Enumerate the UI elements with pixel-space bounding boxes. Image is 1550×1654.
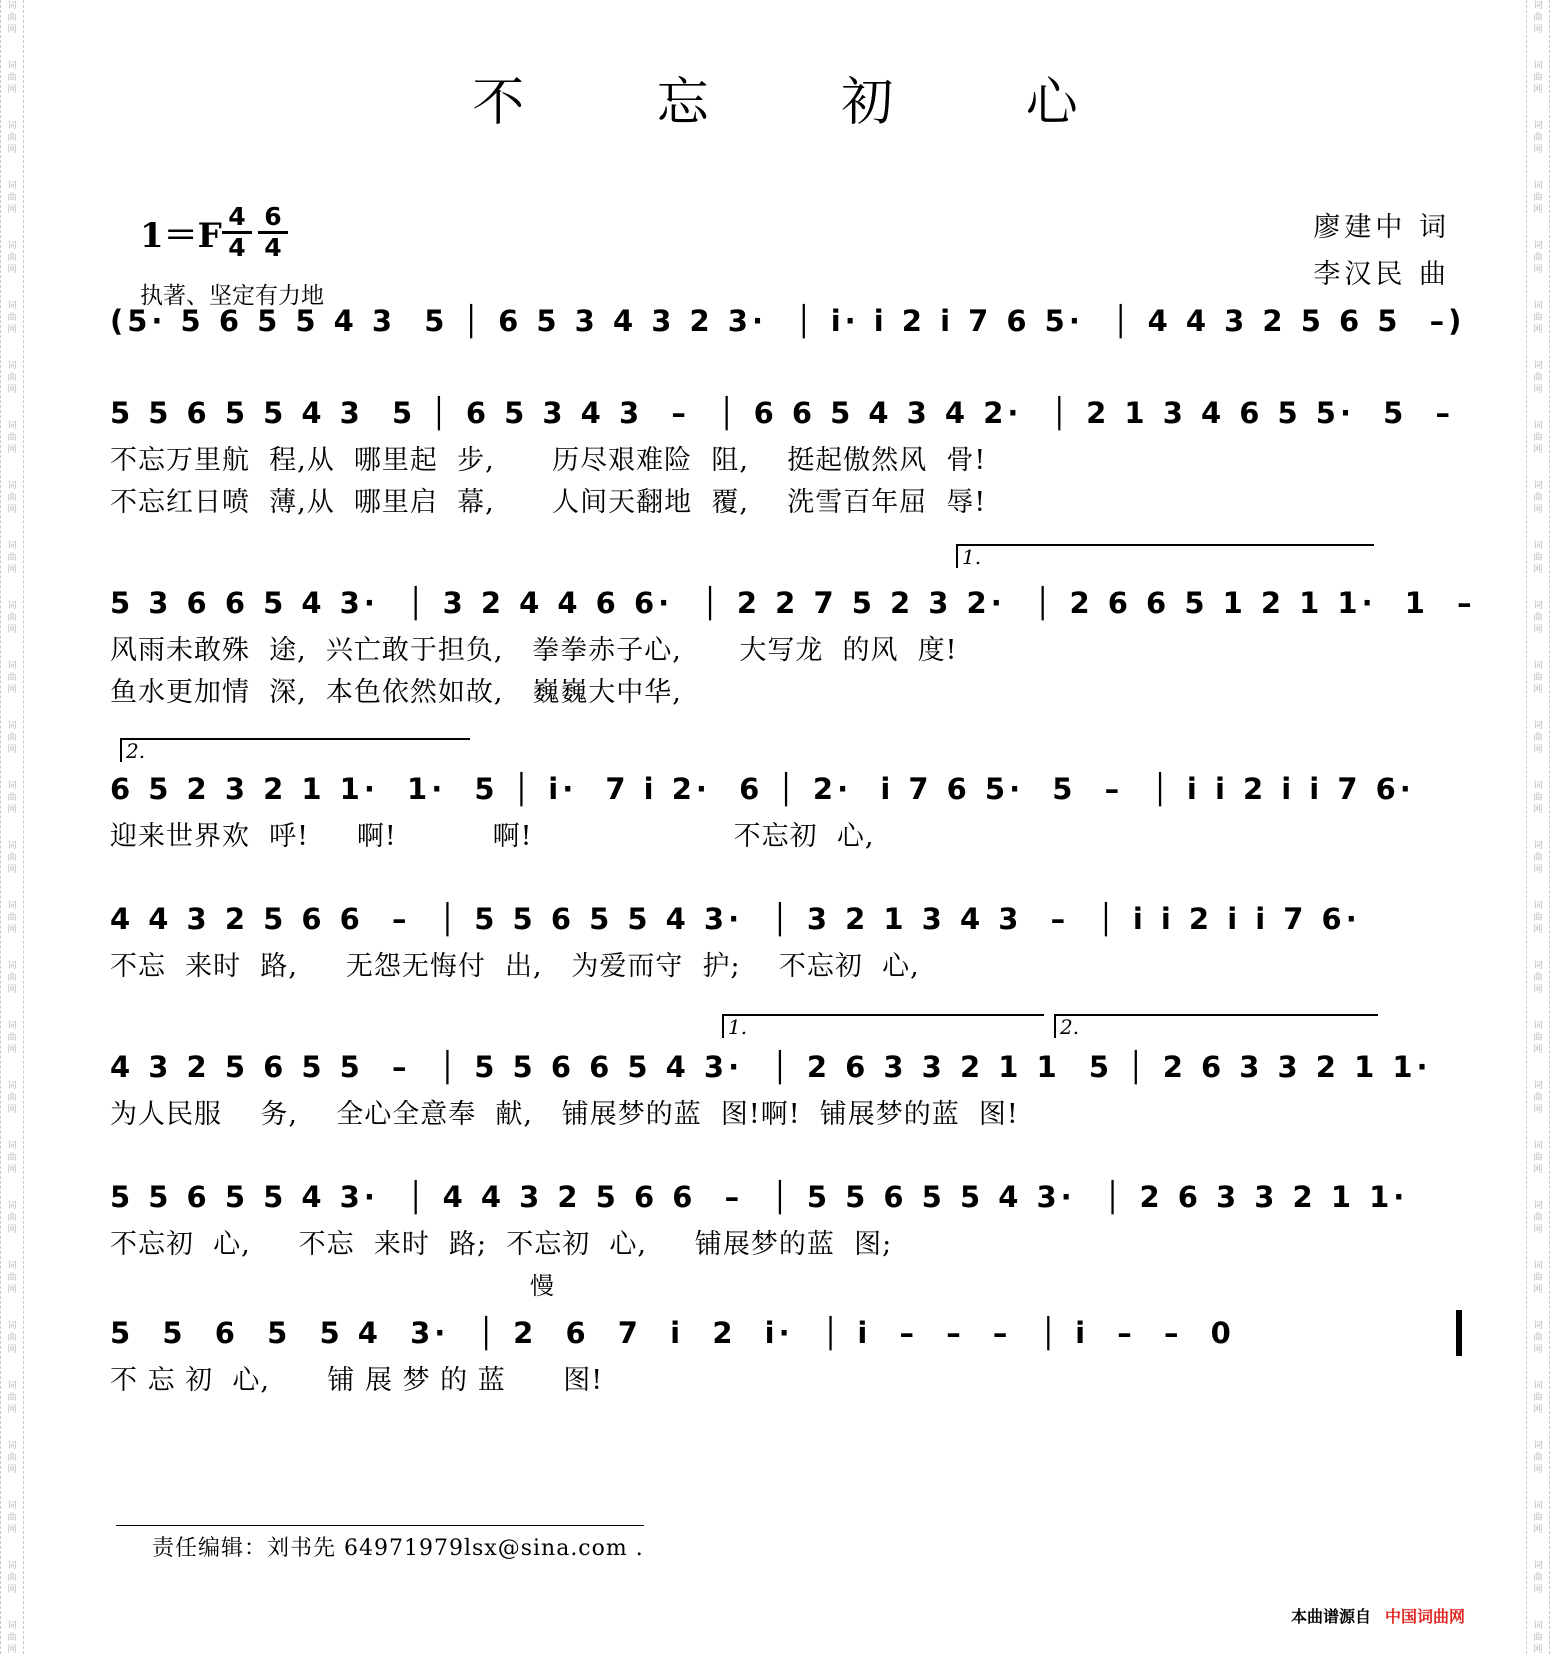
- watermark-text: 词 曲 网: [1533, 301, 1543, 335]
- watermark-text: 词 曲 网: [1533, 241, 1543, 275]
- watermark-text: 词 曲 网: [7, 301, 17, 335]
- notation-line-1: (5· 5 6 5 5 4 3 5 │ 6 5 3 4 3 2 3· │ i· i 2 i 7 6 5· │ 4 4 3 2 5 6 5 –): [110, 304, 1466, 338]
- notation-line-3: 5 3 6 6 5 4 3· │ 3 2 4 4 6 6· │ 2 2 7 5 2 3 2· │ 2 6 6 5 1 2 1 1· 1 –: [110, 586, 1476, 620]
- watermark-text: 词 曲 网: [7, 961, 17, 995]
- lyric-line-5: 不忘 来时 路, 无怨无悔付 出, 为爱而守 护; 不忘初 心,: [110, 951, 920, 982]
- key-signature: 1＝F: [140, 216, 222, 256]
- editor-credit: 责任编辑：刘书先 64971979lsx@sina.com .: [152, 1536, 644, 1561]
- watermark-text: 词 曲 网: [1533, 361, 1543, 395]
- time-signature-1: [222, 203, 252, 262]
- watermark-text: 词 曲 网: [1533, 601, 1543, 635]
- time-signature-2-top: 6: [258, 203, 288, 234]
- source-attribution: [1291, 1604, 1465, 1627]
- watermark-text: 词 曲 网: [7, 1201, 17, 1235]
- lyric-line-7: 不忘初 心, 不忘 来时 路; 不忘初 心, 铺展梦的蓝 图;: [110, 1229, 893, 1260]
- watermark-text: 词 曲 网: [7, 781, 17, 815]
- notation-line-8: 5 5 6 5 5 4 3· │ 2 6 7 i 2 i· │ i – – – │ i – – 0: [110, 1316, 1235, 1350]
- watermark-text: 词 曲 网: [7, 361, 17, 395]
- notation-line-5: 4 4 3 2 5 6 6 – │ 5 5 6 5 5 4 3· │ 3 2 1 3 4 3 – │ i i 2 i i 7 6·: [110, 902, 1361, 936]
- watermark-text: 词 曲 网: [7, 661, 17, 695]
- time-signature-2: [258, 203, 288, 262]
- lyric-line-2-verse-2: 不忘红日喷 薄,从 哪里启 幕, 人间天翻地 覆, 洗雪百年屈 辱!: [110, 487, 987, 518]
- final-barline: [1456, 1310, 1462, 1356]
- lyric-line-4: 迎来世界欢 呼! 啊! 啊! 不忘初 心,: [110, 821, 875, 852]
- watermark-text: 词 曲 网: [1533, 661, 1543, 695]
- footer-divider: [116, 1525, 644, 1526]
- watermark-text: 词 曲 网: [1533, 1201, 1543, 1235]
- composer-credit: 李汉民 曲: [1313, 259, 1450, 290]
- time-signature-1-top: 4: [222, 203, 252, 234]
- lyric-line-2-verse-1: 不忘万里航 程,从 哪里起 步, 历尽艰难险 阻, 挺起傲然风 骨!: [110, 445, 987, 476]
- lyric-line-3-verse-2: 鱼水更加情 深, 本色依然如故, 巍巍大中华,: [110, 677, 682, 708]
- watermark-text: 词 曲 网: [7, 181, 17, 215]
- watermark-text: 词 曲 网: [7, 1141, 17, 1175]
- watermark-text: 词 曲 网: [1533, 121, 1543, 155]
- notation-line-6: 4 3 2 5 6 5 5 – │ 5 5 6 6 5 4 3· │ 2 6 3 3 2 1 1 5 │ 2 6 3 3 2 1 1·: [110, 1050, 1432, 1084]
- notation-line-7: 5 5 6 5 5 4 3· │ 4 4 3 2 5 6 6 – │ 5 5 6 5 5 4 3· │ 2 6 3 3 2 1 1·: [110, 1180, 1409, 1214]
- watermark-text: 词 曲 网: [7, 1021, 17, 1055]
- song-title: 不 忘 初 心: [472, 73, 1136, 133]
- tempo-marking: 执著、坚定有力地: [140, 283, 324, 309]
- volta-first-ending-2: 1.: [722, 1014, 1044, 1038]
- watermark-text: 词 曲 网: [1533, 421, 1543, 455]
- watermark-text: 词 曲 网: [7, 1561, 17, 1595]
- watermark-text: 词 曲 网: [1533, 1501, 1543, 1535]
- watermark-text: 词 曲 网: [1533, 1081, 1543, 1115]
- watermark-text: 词 曲 网: [1533, 481, 1543, 515]
- lyric-line-3-verse-1: 风雨未敢殊 途, 兴亡敢于担负, 拳拳赤子心, 大写龙 的风 度!: [110, 635, 958, 666]
- watermark-text: 词 曲 网: [7, 1321, 17, 1355]
- time-signature-2-bottom: 4: [264, 233, 282, 262]
- slow-marking: 慢: [530, 1272, 554, 1300]
- watermark-strip-right: [1526, 0, 1550, 1654]
- lyricist-credit: 廖建中 词: [1313, 212, 1450, 243]
- watermark-text: 词 曲 网: [7, 1621, 17, 1654]
- watermark-text: 词 曲 网: [7, 421, 17, 455]
- watermark-text: 词 曲 网: [7, 1081, 17, 1115]
- watermark-text: 词 曲 网: [1533, 541, 1543, 575]
- watermark-text: 词 曲 网: [1533, 1561, 1543, 1595]
- watermark-text: 词 曲 网: [1533, 181, 1543, 215]
- notation-line-4: 6 5 2 3 2 1 1· 1· 5 │ i· 7 i 2· 6 │ 2· i 7 6 5· 5 – │ i i 2 i i 7 6·: [110, 772, 1415, 806]
- source-brand-link[interactable]: 中国词曲网: [1384, 1607, 1465, 1626]
- watermark-text: 词 曲 网: [1533, 841, 1543, 875]
- time-signature-1-bottom: 4: [228, 233, 246, 262]
- watermark-text: 词 曲 网: [1533, 961, 1543, 995]
- watermark-strip-left: [0, 0, 24, 1654]
- watermark-text: 词 曲 网: [1533, 721, 1543, 755]
- watermark-text: 词 曲 网: [7, 1501, 17, 1535]
- watermark-text: 词 曲 网: [1533, 1, 1543, 35]
- watermark-text: 词 曲 网: [7, 1, 17, 35]
- lyric-line-6: 为人民服 务, 全心全意奉 献, 铺展梦的蓝 图!啊! 铺展梦的蓝 图!: [110, 1099, 1019, 1130]
- watermark-text: 词 曲 网: [1533, 61, 1543, 95]
- volta-second-ending-2: 2.: [1054, 1014, 1378, 1038]
- watermark-text: 词 曲 网: [7, 841, 17, 875]
- watermark-text: 词 曲 网: [1533, 1321, 1543, 1355]
- watermark-text: 词 曲 网: [7, 901, 17, 935]
- watermark-text: 词 曲 网: [1533, 1021, 1543, 1055]
- watermark-text: 词 曲 网: [1533, 1381, 1543, 1415]
- watermark-text: 词 曲 网: [7, 1261, 17, 1295]
- lyric-line-8: 不 忘 初 心, 铺 展 梦 的 蓝 图!: [110, 1365, 604, 1396]
- watermark-text: 词 曲 网: [7, 121, 17, 155]
- watermark-text: 词 曲 网: [7, 1381, 17, 1415]
- watermark-text: 词 曲 网: [7, 601, 17, 635]
- watermark-text: 词 曲 网: [7, 61, 17, 95]
- watermark-text: 词 曲 网: [1533, 1141, 1543, 1175]
- watermark-text: 词 曲 网: [1533, 1441, 1543, 1475]
- watermark-text: 词 曲 网: [1533, 901, 1543, 935]
- watermark-text: 词 曲 网: [1533, 1261, 1543, 1295]
- watermark-text: 词 曲 网: [1533, 1621, 1543, 1654]
- watermark-text: 词 曲 网: [7, 481, 17, 515]
- volta-second-ending: 2.: [120, 738, 470, 762]
- watermark-text: 词 曲 网: [1533, 781, 1543, 815]
- watermark-text: 词 曲 网: [7, 541, 17, 575]
- source-label: 本曲谱源自: [1290, 1607, 1371, 1626]
- notation-line-2: 5 5 6 5 5 4 3 5 │ 6 5 3 4 3 – │ 6 6 5 4 3 4 2· │ 2 1 3 4 6 5 5· 5 –: [110, 396, 1455, 430]
- volta-first-ending: 1.: [956, 544, 1374, 568]
- watermark-text: 词 曲 网: [7, 1441, 17, 1475]
- watermark-text: 词 曲 网: [7, 241, 17, 275]
- watermark-text: 词 曲 网: [7, 721, 17, 755]
